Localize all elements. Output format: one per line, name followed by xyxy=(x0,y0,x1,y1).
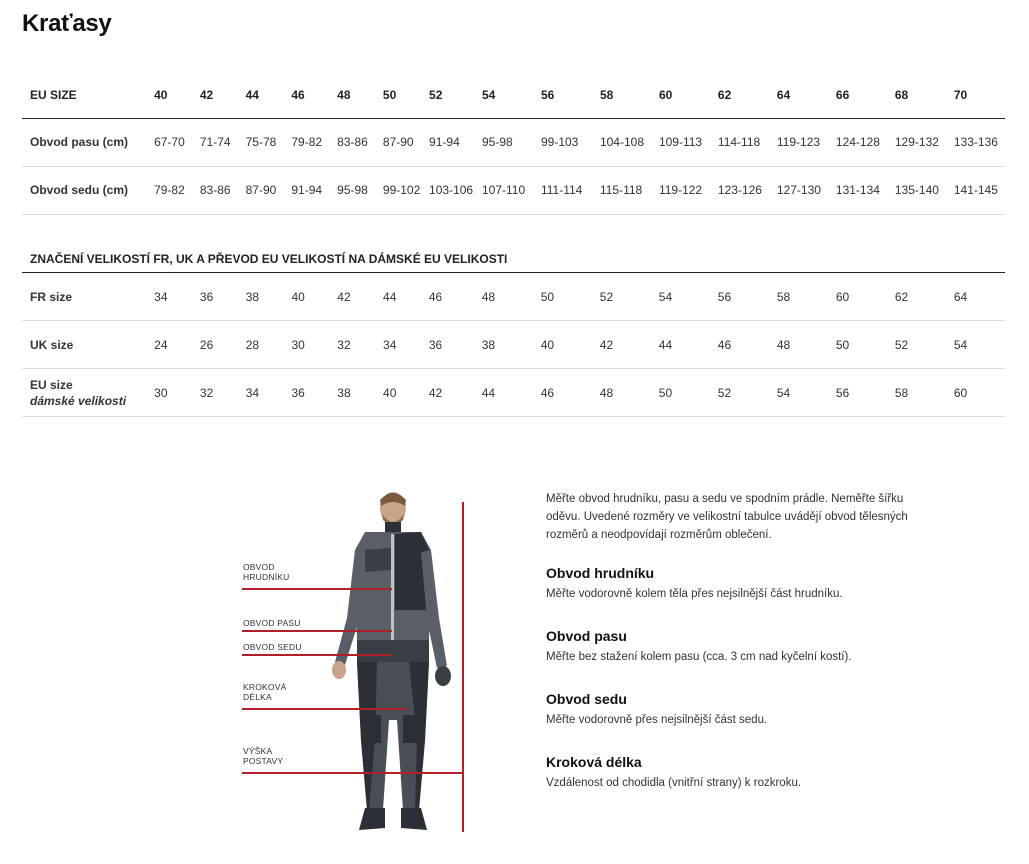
table-cell: 24 xyxy=(146,321,192,369)
table-cell: 119-123 xyxy=(769,118,828,166)
page-title: Kraťasy xyxy=(22,10,112,37)
table-cell: 36 xyxy=(283,369,329,417)
eu-size-header-cell: 42 xyxy=(192,72,238,118)
measurement-line xyxy=(242,588,392,590)
table-cell: 60 xyxy=(946,369,1005,417)
eu-size-header-cell: 48 xyxy=(329,72,375,118)
table-cell: 71-74 xyxy=(192,118,238,166)
conversion-table-caption: ZNAČENÍ VELIKOSTÍ FR, UK A PŘEVOD EU VELIKOSTÍ NA DÁMSKÉ EU VELIKOSTI xyxy=(30,252,508,266)
table-cell: 28 xyxy=(238,321,284,369)
table-cell: 46 xyxy=(710,321,769,369)
table-cell: 95-98 xyxy=(329,166,375,214)
table-cell: 48 xyxy=(474,273,533,321)
table-cell: 50 xyxy=(828,321,887,369)
table-cell: 91-94 xyxy=(421,118,474,166)
table-cell: 67-70 xyxy=(146,118,192,166)
row-label-cell xyxy=(22,369,146,417)
eu-size-header-cell: 52 xyxy=(421,72,474,118)
measurement-figure xyxy=(240,490,470,850)
table-cell: 34 xyxy=(238,369,284,417)
table-cell: 107-110 xyxy=(474,166,533,214)
instructions-intro: Měřte obvod hrudníku, pasu a sedu ve spodním prádle. Neměřte šířku oděvu. Uvedené rozměry ve velikostní tabulce uvádějí obvod tělesných rozměrů a neodpovídají rozměrům oblečení. xyxy=(546,493,908,541)
table-cell: 135-140 xyxy=(887,166,946,214)
instruction-heading: Obvod pasu xyxy=(546,628,627,644)
row-label-cell xyxy=(22,321,146,369)
measurement-line xyxy=(242,708,407,710)
eu-size-header-cell: 46 xyxy=(283,72,329,118)
eu-size-header-cell: 54 xyxy=(474,72,533,118)
table-cell: 131-134 xyxy=(828,166,887,214)
table-cell: 119-122 xyxy=(651,166,710,214)
eu-size-header-cell: 56 xyxy=(533,72,592,118)
table-cell: 133-136 xyxy=(946,118,1005,166)
table-cell: 40 xyxy=(375,369,421,417)
eu-size-header-cell: 70 xyxy=(946,72,1005,118)
table-row xyxy=(22,369,1005,417)
eu-size-table xyxy=(22,72,1005,215)
measurement-line xyxy=(242,654,392,656)
table-cell: 99-103 xyxy=(533,118,592,166)
eu-size-header-cell: 68 xyxy=(887,72,946,118)
table-cell: 34 xyxy=(146,273,192,321)
eu-size-header-cell: 60 xyxy=(651,72,710,118)
eu-size-header-cell: 50 xyxy=(375,72,421,118)
table-cell: 38 xyxy=(238,273,284,321)
table-cell: 79-82 xyxy=(146,166,192,214)
table-cell: 104-108 xyxy=(592,118,651,166)
row-label: EU size xyxy=(30,377,73,392)
table-cell: 54 xyxy=(769,369,828,417)
table-cell: 36 xyxy=(192,273,238,321)
eu-size-header-label: EU SIZE xyxy=(22,72,146,118)
table-cell: 50 xyxy=(533,273,592,321)
table-cell: 42 xyxy=(329,273,375,321)
table-cell: 56 xyxy=(710,273,769,321)
row-label-cell xyxy=(22,273,146,321)
table-cell: 34 xyxy=(375,321,421,369)
measurement-label: OBVOD HRUDNÍKU xyxy=(243,562,290,582)
eu-size-header-cell: 44 xyxy=(238,72,284,118)
table-cell: 38 xyxy=(329,369,375,417)
table-cell: 123-126 xyxy=(710,166,769,214)
worker-figure-image xyxy=(325,490,460,845)
table-cell: 46 xyxy=(533,369,592,417)
row-label: Obvod pasu (cm) xyxy=(22,118,146,166)
table-cell: 44 xyxy=(375,273,421,321)
table-cell: 60 xyxy=(828,273,887,321)
table-cell: 124-128 xyxy=(828,118,887,166)
instruction-text: Měřte vodorovně přes nejsilnější část sedu. xyxy=(546,714,768,726)
table-cell: 95-98 xyxy=(474,118,533,166)
table-row xyxy=(22,166,1005,214)
table-cell: 75-78 xyxy=(238,118,284,166)
table-cell: 56 xyxy=(828,369,887,417)
eu-size-header-cell: 58 xyxy=(592,72,651,118)
table-cell: 54 xyxy=(651,273,710,321)
table-cell: 54 xyxy=(946,321,1005,369)
table-cell: 62 xyxy=(887,273,946,321)
table-cell: 99-102 xyxy=(375,166,421,214)
measurement-line xyxy=(242,772,464,774)
table-cell: 58 xyxy=(769,273,828,321)
table-cell: 30 xyxy=(146,369,192,417)
table-cell: 103-106 xyxy=(421,166,474,214)
table-cell: 40 xyxy=(533,321,592,369)
table-cell: 91-94 xyxy=(283,166,329,214)
instruction-heading: Obvod sedu xyxy=(546,691,627,707)
table-cell: 26 xyxy=(192,321,238,369)
table-cell: 111-114 xyxy=(533,166,592,214)
table-cell: 64 xyxy=(946,273,1005,321)
eu-size-header-cell: 66 xyxy=(828,72,887,118)
measurement-line xyxy=(242,630,392,632)
instruction-heading: Obvod hrudníku xyxy=(546,565,655,581)
table-cell: 79-82 xyxy=(283,118,329,166)
table-row xyxy=(22,273,1005,321)
table-cell: 58 xyxy=(887,369,946,417)
table-cell: 50 xyxy=(651,369,710,417)
table-cell: 141-145 xyxy=(946,166,1005,214)
table-cell: 44 xyxy=(651,321,710,369)
measurement-label: VÝŠKA POSTAVY xyxy=(243,746,284,766)
table-cell: 30 xyxy=(283,321,329,369)
table-cell: 32 xyxy=(192,369,238,417)
table-cell: 127-130 xyxy=(769,166,828,214)
eu-size-header-cell: 40 xyxy=(146,72,192,118)
measurement-label: OBVOD PASU xyxy=(243,618,301,628)
row-label: Obvod sedu (cm) xyxy=(22,166,146,214)
table-cell: 44 xyxy=(474,369,533,417)
table-cell: 38 xyxy=(474,321,533,369)
row-label: UK size xyxy=(30,337,74,352)
table-cell: 52 xyxy=(710,369,769,417)
table-cell: 114-118 xyxy=(710,118,769,166)
table-cell: 115-118 xyxy=(592,166,651,214)
table-cell: 52 xyxy=(592,273,651,321)
table-row xyxy=(22,321,1005,369)
measurement-label: OBVOD SEDU xyxy=(243,642,302,652)
table-cell: 42 xyxy=(421,369,474,417)
table-cell: 87-90 xyxy=(375,118,421,166)
measurement-instructions xyxy=(546,490,916,816)
instruction-text: Vzdálenost od chodidla (vnitřní strany) k rozkroku. xyxy=(546,777,802,789)
table-cell: 40 xyxy=(283,273,329,321)
table-cell: 32 xyxy=(329,321,375,369)
table-cell: 129-132 xyxy=(887,118,946,166)
table-cell: 83-86 xyxy=(329,118,375,166)
table-cell: 52 xyxy=(887,321,946,369)
table-cell: 87-90 xyxy=(238,166,284,214)
instruction-heading: Kroková délka xyxy=(546,754,642,770)
measurement-label: KROKOVÁ DÉLKA xyxy=(243,682,287,702)
instruction-text: Měřte bez stažení kolem pasu (cca. 3 cm nad kyčelní kostí). xyxy=(546,651,852,663)
table-cell: 48 xyxy=(592,369,651,417)
eu-size-header-row xyxy=(22,72,1005,118)
table-cell: 36 xyxy=(421,321,474,369)
eu-size-header-cell: 64 xyxy=(769,72,828,118)
height-measure-line xyxy=(462,502,464,832)
conversion-table xyxy=(22,252,1005,417)
instruction-text: Měřte vodorovně kolem těla přes nejsilnější část hrudníku. xyxy=(546,588,843,600)
table-cell: 42 xyxy=(592,321,651,369)
table-cell: 83-86 xyxy=(192,166,238,214)
table-cell: 48 xyxy=(769,321,828,369)
eu-size-header-cell: 62 xyxy=(710,72,769,118)
table-cell: 46 xyxy=(421,273,474,321)
row-label: FR size xyxy=(30,289,73,304)
table-row xyxy=(22,118,1005,166)
table-cell: 109-113 xyxy=(651,118,710,166)
row-sublabel: dámské velikosti xyxy=(30,393,127,408)
